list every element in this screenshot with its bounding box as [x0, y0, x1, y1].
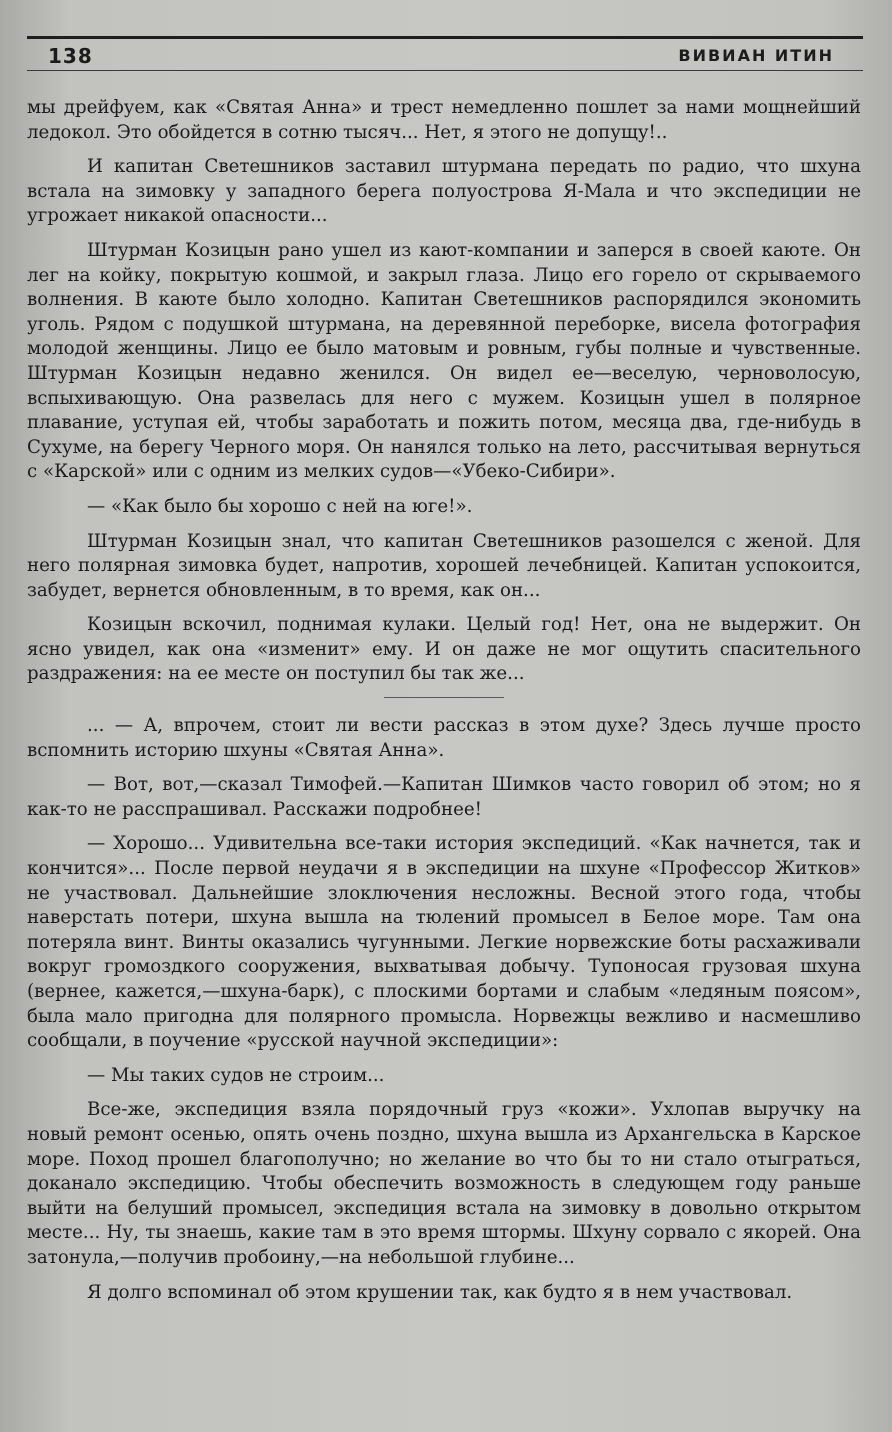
page-number: 138 — [48, 44, 93, 68]
body-text — [27, 96, 861, 1315]
paragraph-2: И капитан Светешников заставил штурмана передать по радио, что шхуна встала на зимовку у западного берега полуострова Я-Мала и что экспедиции не угрожает никакой опасности... — [27, 156, 861, 227]
paragraph-9: — Хорошо... Удивительна все-таки история экспедиций. «Как начнется, так и кончится»... После первой неудачи я в экспедиции на шхуне «Профессор Житков» не участвовал. Дальнейшие злоключения несложны. Весной этого года, чтобы наверстать потери, шхуна вышла на тюлений промысел в Белое море. Там она потеряла винт. Винты оказались чугунными. Легкие норвежские боты расхаживали вокруг громоздкого сооружения, выхватывая добычу. Тупоносая грузовая шхуна (вернее, кажется,—шхуна-барк), с плоскими бортами и слабым «ледяным поясом», была мало пригодна для полярного промысла. Норвежцы вежливо и насмешливо сообщали, в поучение «русской научной экспедиции»: — [27, 833, 861, 1052]
header-top-rule — [27, 36, 863, 39]
paragraph-8: — Вот, вот,—сказал Тимофей.—Капитан Шимков часто говорил об этом; но я как-то не расспрашивал. Расскажи подробнее! — [27, 774, 861, 820]
running-head-author: ВИВИАН ИТИН — [678, 46, 834, 65]
paragraph-7: ... — А, впрочем, стоит ли вести рассказ в этом духе? Здесь лучше просто вспомнить историю шхуны «Святая Анна». — [27, 715, 861, 761]
paragraph-12: Я долго вспоминал об этом крушении так, как будто я в нем участвовал. — [87, 1281, 793, 1303]
paragraph-10: — Мы таких судов не строим... — [87, 1064, 385, 1086]
section-separator — [384, 697, 504, 698]
paragraph-5: Штурман Козицын знал, что капитан Светешников разошелся с женой. Для него полярная зимовка будет, напротив, хорошей лечебницей. Капитан успокоится, забудет, вернется обновленным, в то время, как он... — [27, 530, 861, 601]
paragraph-4: — «Как было бы хорошо с ней на юге!». — [87, 495, 473, 517]
paragraph-11: Все-же, экспедиция взяла порядочный груз «кожи». Ухлопав выручку на новый ремонт осенью, опять очень поздно, шхуна вышла из Архангельска в Карское море. Поход прошел благополучно; но желание во что бы то ни стало отыграться, доканало экспедицию. Чтобы обеспечить возможность в следующем году раньше выйти на белуший промысел, экспедиция встала на зимовку в довольно открытом месте... Ну, ты знаешь, какие там в это время штормы. Шхуну сорвало с якорей. Она затонула,—получив пробоину,—на небольшой глубине... — [27, 1099, 861, 1268]
paragraph-1: мы дрейфуем, как «Святая Анна» и трест немедленно пошлет за нами мощнейший ледокол. Это обойдется в сотню тысяч... Нет, я этого не допущу!.. — [27, 97, 861, 143]
paragraph-6: Козицын вскочил, поднимая кулаки. Целый год! Нет, она не выдержит. Он ясно увидел, как она «изменит» ему. И он даже не мог ощутить спасительного раздражения: на ее месте он поступил бы так же... — [27, 614, 861, 685]
paragraph-3: Штурман Козицын рано ушел из кают-компании и заперся в своей каюте. Он лег на койку, покрытую кошмой, и закрыл глаза. Лицо его горело от скрываемого волнения. В каюте было холодно. Капитан Светешников распорядился экономить уголь. Рядом с подушкой штурмана, на деревянной переборке, висела фотография молодой женщины. Лицо ее было матовым и ровным, губы полные и чувственные. Штурман Козицын недавно женился. Он видел ее—веселую, черноволосую, вспыхивающую. Она развелась для него с мужем. Козицын ушел в полярное плавание, уступая ей, чтобы заработать и пожить потом, месяца два, где-нибудь в Сухуме, на берегу Черного моря. Он нанялся только на лето, рассчитывая вернуться с «Карской» или с одним из мелких судов—«Убеко-Сибири». — [27, 239, 861, 483]
header-bottom-rule — [27, 70, 863, 71]
